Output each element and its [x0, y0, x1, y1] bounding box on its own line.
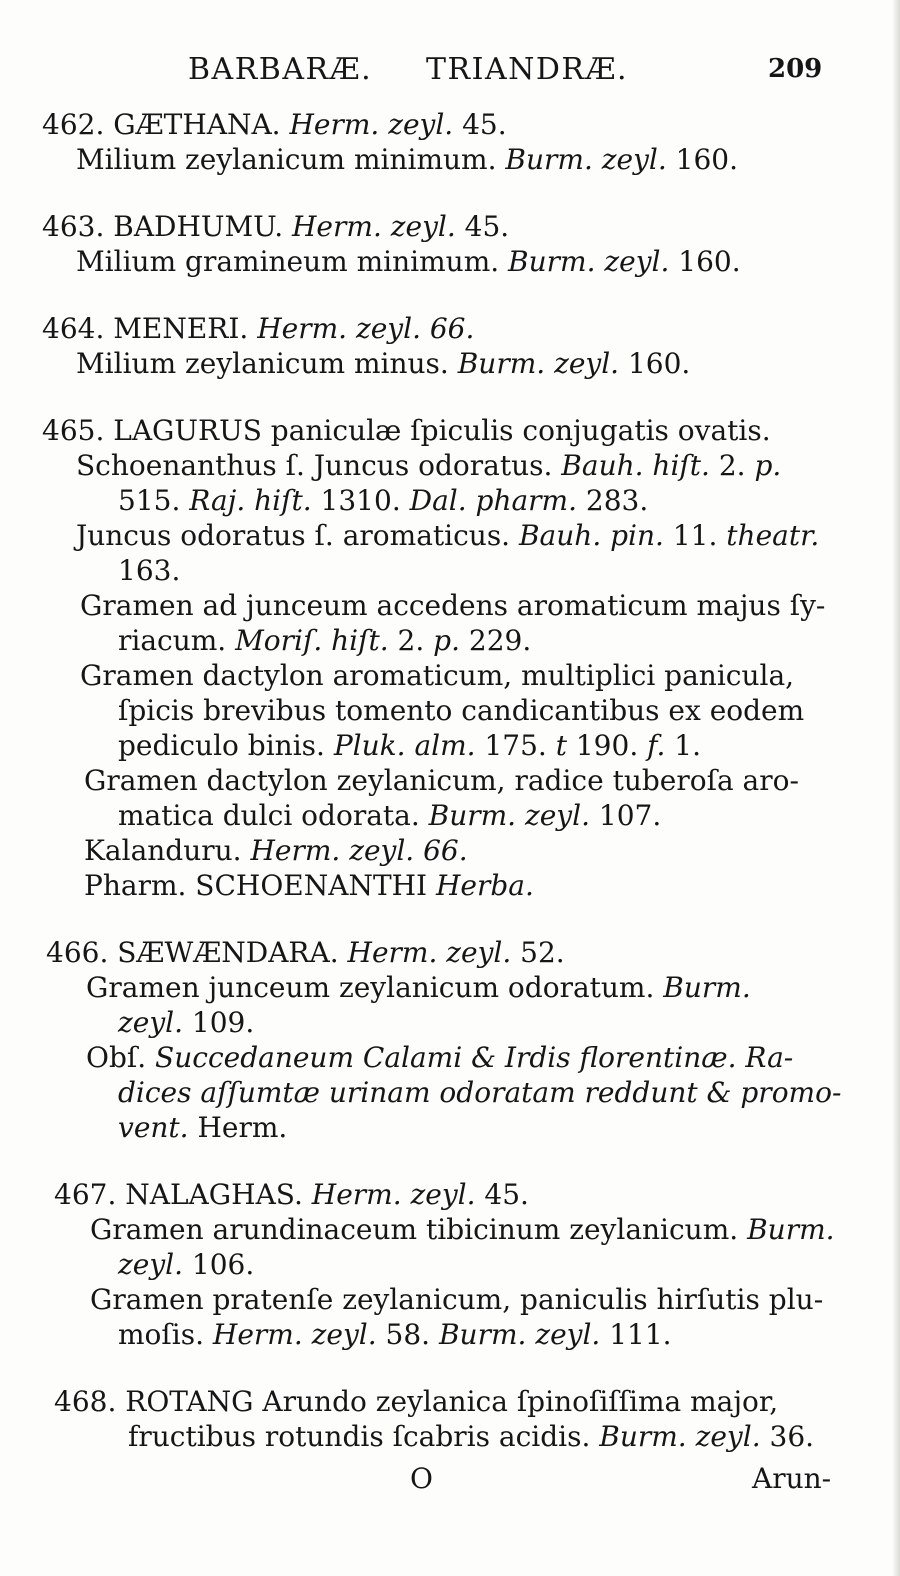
italic-segment: Succedaneum Calami & Irdis florentinæ. Ra- [155, 1041, 794, 1074]
roman-segment: 58. [376, 1318, 439, 1351]
roman-segment: 464. MENERI. [42, 312, 258, 345]
italic-segment: Burm. zeyl. [508, 245, 670, 278]
text-line-465c [118, 484, 648, 518]
text-line-462b [76, 143, 738, 177]
roman-segment: 2. [709, 449, 755, 482]
italic-segment: Burm. zeyl. [438, 1318, 601, 1351]
text-line-466a [46, 936, 565, 970]
italic-segment: Pluk. alm. [333, 729, 476, 762]
roman-segment: Gramen dactylon zeylanicum, radice tuberoſa aro- [84, 764, 799, 797]
italic-segment: Burm. zeyl. [505, 143, 667, 176]
italic-segment: f. [647, 729, 666, 762]
roman-segment: ſpicis brevibus tomento candicantibus ex eodem [118, 694, 805, 727]
text-line-465f [80, 589, 825, 623]
roman-segment: 107. [589, 799, 662, 832]
italic-segment: Dal. pharm. [409, 484, 578, 517]
italic-segment: p. [754, 449, 782, 482]
italic-segment: Burm. zeyl. [428, 799, 590, 832]
roman-segment: 2. [388, 624, 434, 657]
italic-segment: Herba. [436, 869, 534, 902]
italic-segment: Bauh. hiſt. [561, 449, 710, 482]
roman-segment: 190. [566, 729, 648, 762]
italic-segment: Herm. zeyl. [347, 936, 512, 969]
text-line-465i [118, 694, 804, 728]
text-line-466d [86, 1041, 793, 1075]
text-line-465m [84, 834, 468, 868]
italic-segment: Burm. zeyl. [599, 1420, 761, 1453]
text-line-467c [118, 1248, 254, 1282]
text-line-462a [42, 108, 507, 142]
italic-segment: zeyl. [118, 1006, 183, 1039]
text-line-465l [118, 799, 661, 833]
page-edge-shadow [892, 0, 900, 1576]
text-line-467d [90, 1283, 823, 1317]
text-line-465b [76, 449, 781, 483]
roman-segment: 160. [666, 143, 738, 176]
roman-segment: Gramen junceum zeylanicum odoratum. [86, 971, 664, 1004]
text-line-468a [54, 1385, 778, 1419]
roman-segment: 111. [600, 1318, 672, 1351]
italic-segment: Herm. zeyl. 66. [257, 312, 475, 345]
text-line-465h [80, 659, 794, 693]
catchword: Arun- [752, 1462, 832, 1495]
roman-segment: Gramen pratenſe zeylanicum, paniculis hirſutis plu- [90, 1283, 824, 1316]
roman-segment: 36. [760, 1420, 815, 1453]
text-line-465j [118, 729, 701, 763]
roman-segment: 175. [475, 729, 556, 762]
roman-segment: 283. [577, 484, 649, 517]
text-line-464b [76, 347, 690, 381]
roman-segment: Pharm. SCHOENANTHI [84, 869, 436, 902]
italic-segment: Burm. [663, 971, 751, 1004]
italic-segment: Moriſ. hiſt. [235, 624, 389, 657]
italic-segment: Burm. [747, 1213, 835, 1246]
roman-segment: Gramen dactylon aromaticum, multiplici panicula, [80, 659, 795, 692]
roman-segment: 160. [619, 347, 691, 380]
italic-segment: Raj. hiſt. [189, 484, 312, 517]
roman-segment: Gramen ad junceum accedens aromaticum majus ſy- [80, 589, 826, 622]
roman-segment: Juncus odoratus ſ. aromaticus. [76, 519, 519, 552]
text-line-463b [76, 245, 741, 279]
italic-segment: p. [433, 624, 460, 657]
roman-segment: 463. BADHUMU. [42, 210, 293, 243]
text-line-466b [86, 971, 751, 1005]
roman-segment: Obſ. [86, 1041, 156, 1074]
roman-segment: Herm. [188, 1111, 288, 1144]
roman-segment: moſis. [118, 1318, 213, 1351]
page-number: 209 [768, 54, 823, 84]
text-line-466f [118, 1111, 287, 1145]
roman-segment: 462. GÆTHANA. [42, 108, 290, 141]
roman-segment: 465. LAGURUS paniculæ ſpiculis conjugatis ovatis. [42, 414, 771, 447]
roman-segment: riacum. [118, 624, 236, 657]
roman-segment: matica dulci odorata. [118, 799, 429, 832]
roman-segment: 1310. [311, 484, 410, 517]
roman-segment: 45. [453, 108, 507, 141]
roman-segment: 52. [511, 936, 565, 969]
roman-segment: Milium zeylanicum minus. [76, 347, 458, 380]
text-line-465a [42, 414, 771, 448]
italic-segment: Herm. zeyl. [289, 108, 454, 141]
italic-segment: Bauh. pin. [518, 519, 664, 552]
italic-segment: Herm. zeyl. [311, 1178, 476, 1211]
italic-segment: Herm. zeyl. [212, 1318, 377, 1351]
text-line-466e [118, 1076, 841, 1110]
text-line-464a [42, 312, 474, 346]
text-line-467a [54, 1178, 529, 1212]
roman-segment: Milium zeylanicum minimum. [76, 143, 506, 176]
italic-segment: Burm. zeyl. [457, 347, 620, 380]
italic-segment: vent. [118, 1111, 189, 1144]
roman-segment: 106. [183, 1248, 255, 1281]
roman-segment: 163. [118, 554, 181, 587]
text-line-465d [76, 519, 819, 553]
text-line-465n [84, 869, 534, 903]
text-line-467b [90, 1213, 835, 1247]
roman-segment: Kalanduru. [84, 834, 251, 867]
text-line-468b [128, 1420, 814, 1454]
text-line-466c [118, 1006, 254, 1040]
roman-segment: 467. NALAGHAS. [54, 1178, 312, 1211]
roman-segment: 466. SÆWÆNDARA. [46, 936, 348, 969]
roman-segment: 1. [665, 729, 702, 762]
roman-segment: 515. [118, 484, 190, 517]
roman-segment: 11. [663, 519, 727, 552]
text-line-465e [118, 554, 180, 588]
roman-segment: Schoenanthus ſ. Juncus odoratus. [76, 449, 562, 482]
roman-segment: pediculo binis. [118, 729, 334, 762]
roman-segment: Gramen arundinaceum tibicinum zeylanicum. [90, 1213, 748, 1246]
italic-segment: Herm. zeyl. 66. [250, 834, 468, 867]
roman-segment: 45. [455, 210, 510, 243]
roman-segment: fructibus rotundis ſcabris acidis. [128, 1420, 600, 1453]
italic-segment: Herm. zeyl. [292, 210, 456, 243]
roman-segment: 109. [183, 1006, 255, 1039]
text-line-467e [118, 1318, 672, 1352]
italic-segment: dices aſſumtæ urinam odoratam reddunt & promo- [118, 1076, 842, 1109]
running-header [0, 52, 900, 96]
signature-mark: O [410, 1462, 433, 1495]
italic-segment: t [555, 729, 567, 762]
roman-segment: 229. [460, 624, 532, 657]
header-middle: TRIANDRÆ. [426, 52, 629, 87]
roman-segment: Milium gramineum minimum. [76, 245, 509, 278]
header-left: BARBARÆ. [188, 52, 373, 87]
italic-segment: zeyl. [118, 1248, 183, 1281]
text-line-465g [118, 624, 531, 658]
italic-segment: theatr. [726, 519, 820, 552]
text-line-463a [42, 210, 509, 244]
text-line-465k [84, 764, 799, 798]
roman-segment: 45. [475, 1178, 529, 1211]
roman-segment: 468. ROTANG Arundo zeylanica ſpinoſiſſima major, [54, 1385, 779, 1418]
roman-segment: 160. [669, 245, 741, 278]
